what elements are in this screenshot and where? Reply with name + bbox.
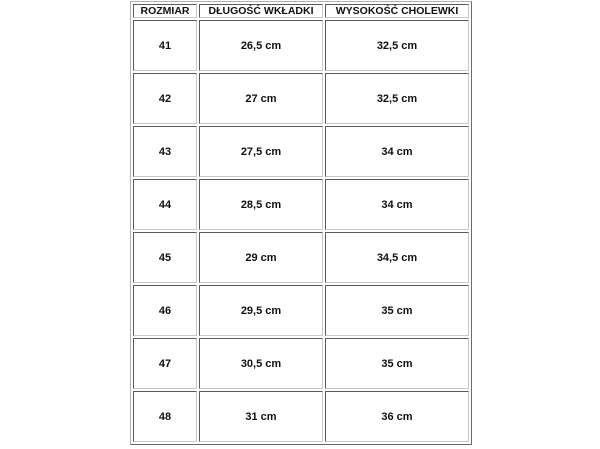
cell-shaft-height: 32,5 cm: [325, 20, 469, 71]
cell-insole-length: 30,5 cm: [199, 338, 323, 389]
cell-size: 41: [133, 20, 197, 71]
cell-size: 45: [133, 232, 197, 283]
cell-insole-length: 29 cm: [199, 232, 323, 283]
cell-size: 46: [133, 285, 197, 336]
cell-size: 42: [133, 73, 197, 124]
table-row: [133, 285, 469, 336]
cell-shaft-height: 35 cm: [325, 285, 469, 336]
cell-insole-length: 29,5 cm: [199, 285, 323, 336]
header-row: [133, 4, 469, 18]
table-row: [133, 20, 469, 71]
cell-insole-length: 26,5 cm: [199, 20, 323, 71]
cell-shaft-height: 32,5 cm: [325, 73, 469, 124]
header-size: ROZMIAR: [133, 4, 197, 18]
cell-size: 44: [133, 179, 197, 230]
cell-size: 48: [133, 391, 197, 442]
cell-insole-length: 27 cm: [199, 73, 323, 124]
cell-shaft-height: 34,5 cm: [325, 232, 469, 283]
size-chart-container: [130, 1, 472, 445]
table-row: [133, 391, 469, 442]
cell-insole-length: 27,5 cm: [199, 126, 323, 177]
cell-shaft-height: 34 cm: [325, 179, 469, 230]
cell-insole-length: 31 cm: [199, 391, 323, 442]
table-row: [133, 232, 469, 283]
cell-insole-length: 28,5 cm: [199, 179, 323, 230]
table-row: [133, 126, 469, 177]
header-shaft-height: WYSOKOŚĆ CHOLEWKI: [325, 4, 469, 18]
table-row: [133, 73, 469, 124]
cell-size: 47: [133, 338, 197, 389]
header-insole-length: DŁUGOŚĆ WKŁADKI: [199, 4, 323, 18]
cell-size: 43: [133, 126, 197, 177]
cell-shaft-height: 36 cm: [325, 391, 469, 442]
cell-shaft-height: 34 cm: [325, 126, 469, 177]
table-row: [133, 179, 469, 230]
cell-shaft-height: 35 cm: [325, 338, 469, 389]
size-chart-table: [130, 1, 472, 445]
table-row: [133, 338, 469, 389]
